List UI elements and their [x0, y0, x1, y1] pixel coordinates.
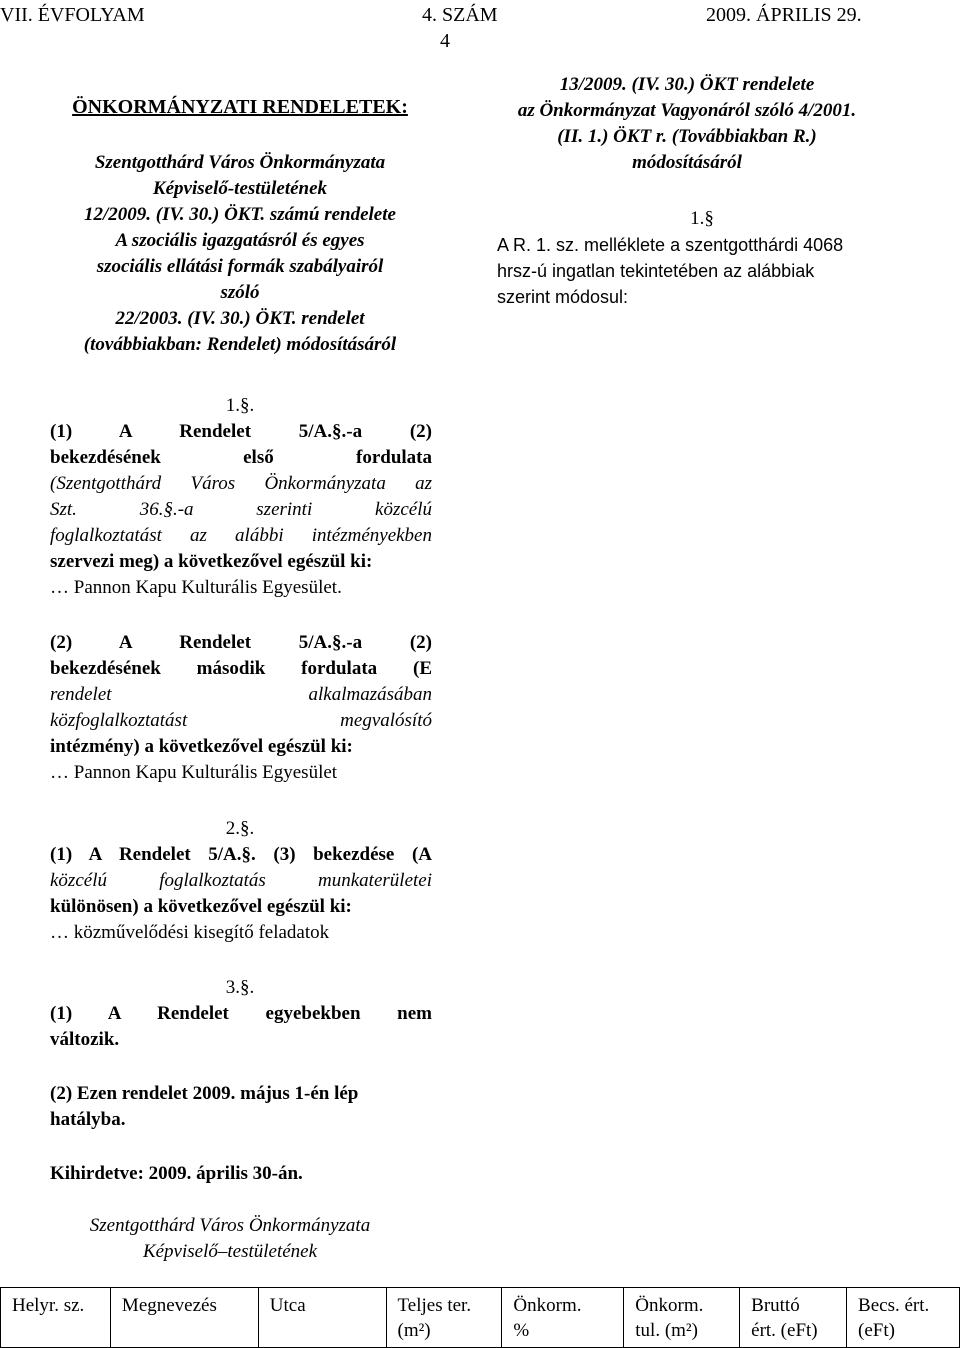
section-3-heading: 3.§. [225, 977, 255, 998]
section-title: ÖNKORMÁNYZATI RENDELETEK: [72, 96, 408, 118]
paragraph-line: (1) A Rendelet 5/A.§. (3) bekezdése (A [50, 844, 432, 865]
paragraph-line: szervezi meg) a következővel egészül ki: [50, 551, 373, 572]
paragraph-line: hatályba. [50, 1109, 126, 1130]
paragraph-line: foglalkoztatást az alábbi intézményekben [50, 525, 432, 546]
title-line: 22/2003. (IV. 30.) ÖKT. rendelet [115, 308, 365, 329]
paragraph-line: (2) Ezen rendelet 2009. május 1-én lép [50, 1083, 359, 1104]
header-volume: VII. ÉVFOLYAM [0, 4, 145, 26]
table-header-cell: Becs. ért. (eFt) [847, 1288, 960, 1348]
section-2-heading: 2.§. [225, 818, 255, 839]
property-table [0, 1287, 960, 1348]
left-regulation-title [50, 150, 430, 358]
title-line: A szociális igazgatásról és egyes [115, 230, 365, 251]
paragraph-line: rendelet alkalmazásában [50, 684, 432, 705]
body-line: A R. 1. sz. melléklete a szentgotthárdi 4068 [497, 235, 844, 255]
title-line: módosításáról [632, 152, 742, 173]
paragraph-line: … közművelődési kisegítő feladatok [50, 922, 330, 943]
paragraph-line: (Szentgotthárd Város Önkormányzata az [50, 473, 432, 494]
section-1-heading: 1.§. [225, 395, 255, 416]
paragraph-3 [50, 842, 432, 946]
paragraph-line: közcélú foglalkoztatás munkaterületei [50, 870, 432, 891]
paragraph-line: közfoglalkoztatást megvalósító [50, 710, 432, 731]
title-line: (II. 1.) ÖKT r. (Továbbiakban R.) [557, 126, 817, 147]
title-line: Képviselő-testületének [152, 178, 328, 199]
signature-line: Képviselő–testületének [142, 1241, 318, 1262]
signature-block [30, 1213, 430, 1265]
title-line: (továbbiakban: Rendelet) módosításáról [83, 334, 397, 355]
title-line: szóló [220, 282, 260, 303]
table-header-cell: Teljes ter. (m²) [386, 1288, 502, 1348]
title-line: szociális ellátási formák szabályairól [96, 256, 384, 277]
table-header-cell: Bruttó ért. (eFt) [740, 1288, 847, 1348]
header-date: 2009. ÁPRILIS 29. [706, 4, 862, 26]
paragraph-line: bekezdésének második fordulata (E [50, 658, 432, 679]
right-section-1-heading: 1.§ [690, 208, 714, 229]
paragraph-line: (1) A Rendelet 5/A.§.-a (2) [50, 421, 432, 442]
table-header-row [1, 1288, 960, 1348]
paragraph-4 [50, 1001, 432, 1053]
title-line: 13/2009. (IV. 30.) ÖKT rendelete [559, 74, 815, 95]
paragraph-line: … Pannon Kapu Kulturális Egyesület. [50, 577, 342, 598]
paragraph-2 [50, 630, 432, 786]
paragraph-line: változik. [50, 1029, 120, 1050]
title-line: Szentgotthárd Város Önkormányzata [94, 152, 386, 173]
paragraph-1 [50, 419, 432, 601]
paragraph-5 [50, 1081, 432, 1133]
body-line: szerint módosul: [497, 287, 629, 307]
title-line: 12/2009. (IV. 30.) ÖKT. számú rendelete [84, 204, 396, 225]
table-header-cell: Önkorm. tul. (m²) [624, 1288, 740, 1348]
paragraph-line: (2) A Rendelet 5/A.§.-a (2) [50, 632, 432, 653]
header-issue: 4. SZÁM [422, 4, 498, 26]
right-body [497, 232, 917, 310]
right-regulation-title [497, 72, 877, 176]
page-number: 4 [440, 30, 450, 52]
paragraph-line: különösen) a következővel egészül ki: [50, 896, 352, 917]
body-line: hrsz-ú ingatlan tekintetében az alábbiak [497, 261, 815, 281]
table-header-cell: Megnevezés [110, 1288, 258, 1348]
paragraph-line: (1) A Rendelet egyebekben nem [50, 1003, 432, 1024]
table-header-cell: Utca [258, 1288, 386, 1348]
paragraph-line: bekezdésének első fordulata [50, 447, 432, 468]
paragraph-line: intézmény) a következővel egészül ki: [50, 736, 353, 757]
title-line: az Önkormányzat Vagyonáról szóló 4/2001. [517, 100, 857, 121]
paragraph-line: Szt. 36.§.-a szerinti közcélú [50, 499, 432, 520]
table-header-cell: Önkorm. % [502, 1288, 624, 1348]
signature-line: Szentgotthárd Város Önkormányzata [89, 1215, 371, 1236]
announcement-date: Kihirdetve: 2009. április 30-án. [50, 1163, 303, 1184]
table-header-cell: Helyr. sz. [1, 1288, 111, 1348]
paragraph-line: … Pannon Kapu Kulturális Egyesület [50, 762, 338, 783]
